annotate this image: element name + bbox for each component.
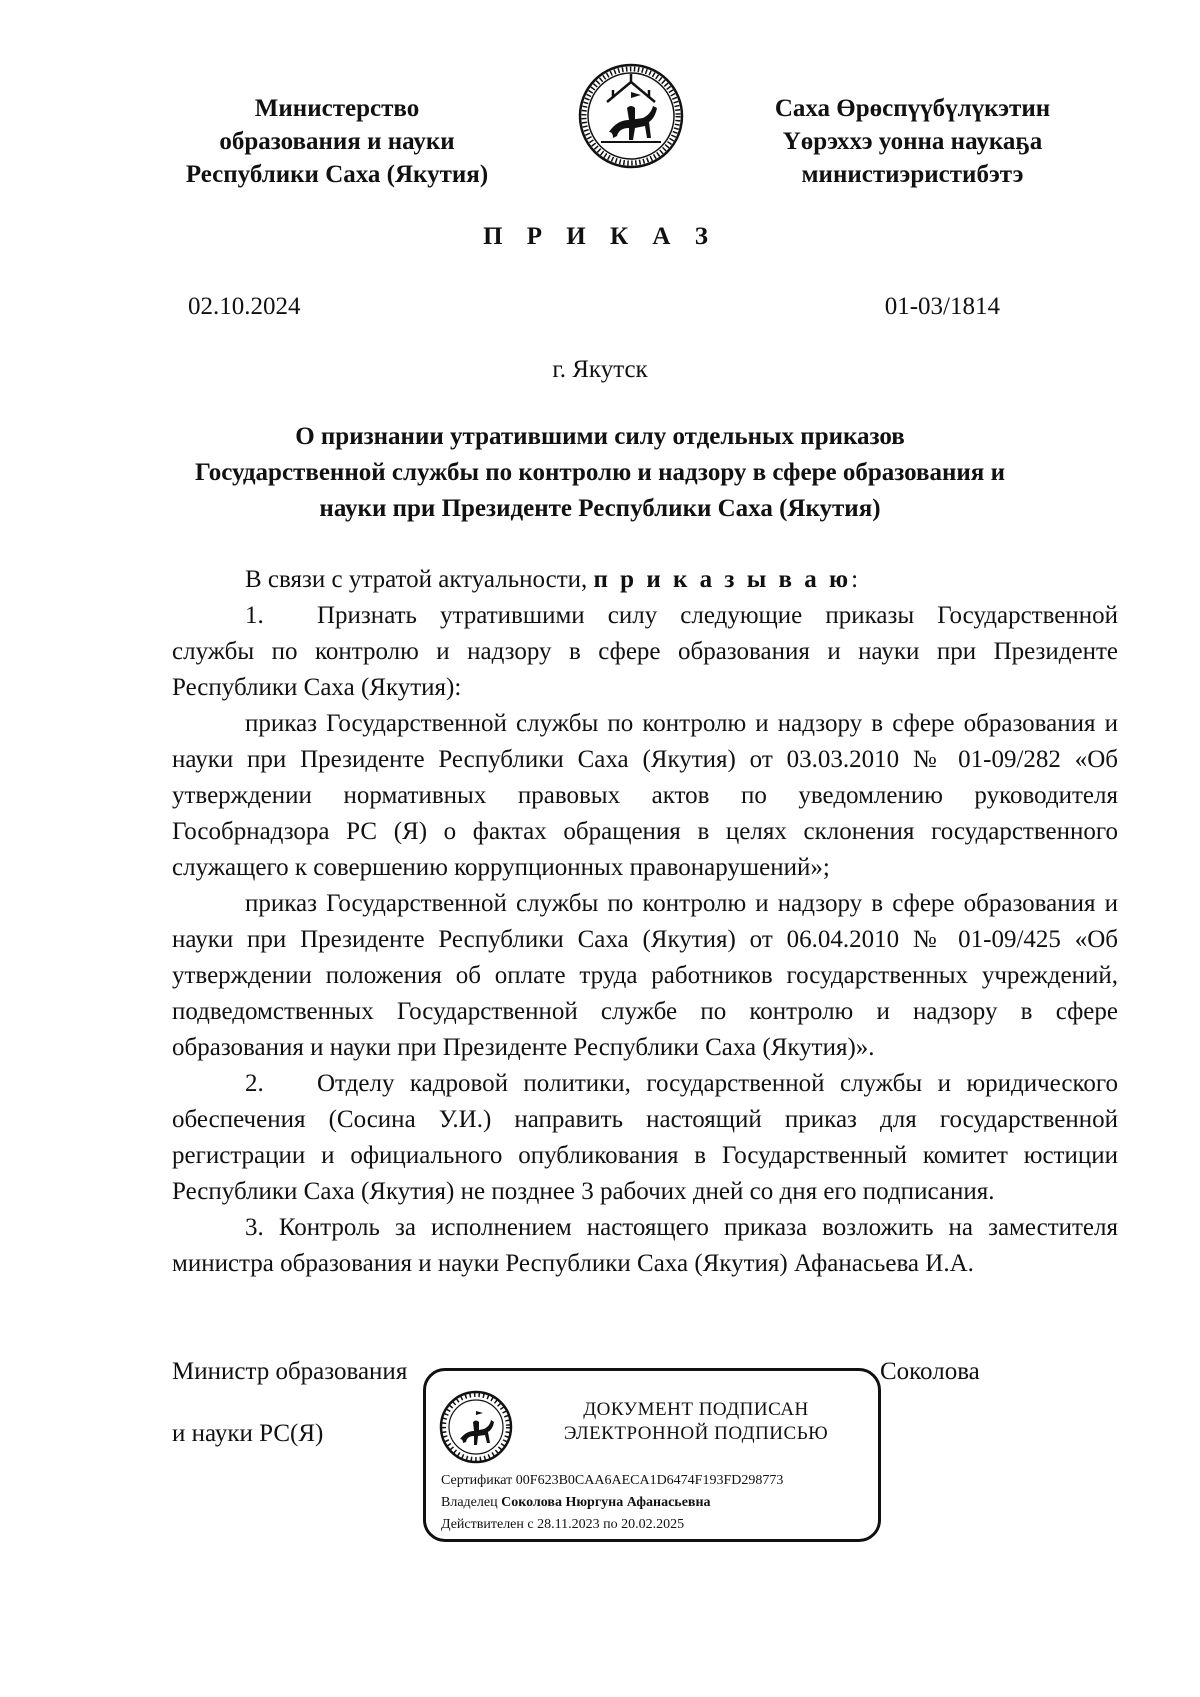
validity-to: 20.02.2025	[621, 1517, 685, 1532]
item-1-text: Признать утратившими силу следующие приказы Государственной службы по контролю и надзору в сфере образования и науки при Президенте Республики Саха (Якутия):	[172, 602, 1118, 701]
item-2-number: 2.	[245, 1070, 264, 1097]
coat-of-arms-stamp-icon	[438, 1389, 514, 1465]
item-1	[172, 598, 1118, 706]
coat-of-arms-emblem-icon	[577, 62, 685, 170]
ministry-name-russian	[172, 92, 502, 191]
city: г. Якутск	[552, 356, 648, 383]
intro-paragraph	[172, 562, 1118, 598]
signer-position-line-2: и науки РС(Я)	[172, 1420, 324, 1447]
item-1-number: 1.	[245, 602, 264, 629]
item-2-text: Отделу кадровой политики, государственной службы и юридического обеспечения (Сосина У.И.) направить настоящий приказ для государственной регистрации и официального опубликования в Государственный комитет юстиции Республики Саха (Якутия) не позднее 3 рабочих дней со дня его подписания.	[172, 1070, 1118, 1205]
stamp-heading-line-1: ДОКУМЕНТ ПОДПИСАН	[583, 1399, 809, 1420]
signer-position-line-1: Министр образования	[172, 1358, 408, 1385]
intro-text: В связи с утратой актуальности,	[245, 566, 594, 593]
document-type: П Р И К А З	[483, 223, 717, 250]
ministry-name-ru-line: Республики Саха (Якутия)	[185, 161, 489, 188]
validity-from: 28.11.2023	[537, 1517, 600, 1532]
ministry-name-sakha-line: Саха Өрөспүүбүлүкэтин	[774, 95, 1051, 122]
ministry-name-ru-line: Министерство	[254, 95, 420, 122]
owner-label: Владелец	[441, 1495, 498, 1510]
ministry-name-sakha-line: Үөрэххэ уонна наукаҕа	[782, 128, 1043, 155]
owner-value: Соколова Нюргуна Афанасьевна	[501, 1495, 711, 1510]
validity-from-prefix: с	[527, 1517, 534, 1532]
order-title-line: науки при Президенте Республики Саха (Якутия)	[319, 495, 881, 522]
order-number: 01-03/1814	[884, 293, 1000, 320]
item-2	[172, 1066, 1118, 1210]
order-command: п р и к а з ы в а ю	[593, 566, 852, 593]
ministry-name-sakha-line: министиэристибэтэ	[801, 161, 1024, 188]
validity-to-prefix: по	[603, 1517, 618, 1532]
order-title-line: О признании утратившими силу отдельных приказов	[295, 423, 905, 450]
order-date: 02.10.2024	[188, 293, 301, 320]
ministry-name-sakha	[740, 92, 1085, 191]
item-1-sub-1: приказ Государственной службы по контролю и надзору в сфере образования и науки при Президенте Республики Саха (Якутия) от 03.03.2010 № 01-09/282 «Об утверждении нормативных правовых актов по уведомлению руководителя Гособрнадзора РС (Я) о фактах обращения в целях склонения государственного служащего к совершению коррупционных правонарушений»;	[172, 710, 1118, 881]
signer-name: Соколова	[880, 1358, 980, 1385]
order-title	[160, 419, 1040, 527]
certificate-value: 00F623B0CAA6AECA1D6474F193FD298773	[515, 1473, 784, 1488]
validity-label: Действителен	[441, 1517, 524, 1532]
electronic-signature-stamp	[423, 1368, 881, 1542]
stamp-heading-line-2: ЭЛЕКТРОННОЙ ПОДПИСЬЮ	[563, 1423, 829, 1444]
stamp-certificate	[441, 1473, 783, 1489]
order-title-line: Государственной службы по контролю и надзору в сфере образования и	[195, 459, 1005, 486]
intro-end: :	[851, 566, 859, 593]
stamp-owner	[441, 1495, 711, 1511]
stamp-validity	[441, 1517, 684, 1533]
item-1-sub-2: приказ Государственной службы по контролю и надзору в сфере образования и науки при Президенте Республики Саха (Якутия) от 06.04.2010 № 01-09/425 «Об утверждении положения об оплате труда работников государственных учреждений, подведомственных Государственной службе по контролю и надзору в сфере образования и науки при Президенте Республики Саха (Якутия)».	[172, 890, 1118, 1061]
item-3: 3. Контроль за исполнением настоящего приказа возложить на заместителя министра образования и науки Республики Саха (Якутия) Афанасьева И.А.	[172, 1214, 1118, 1277]
ministry-name-ru-line: образования и науки	[219, 128, 455, 155]
certificate-label: Сертификат	[441, 1473, 513, 1488]
order-body	[172, 562, 1118, 1282]
